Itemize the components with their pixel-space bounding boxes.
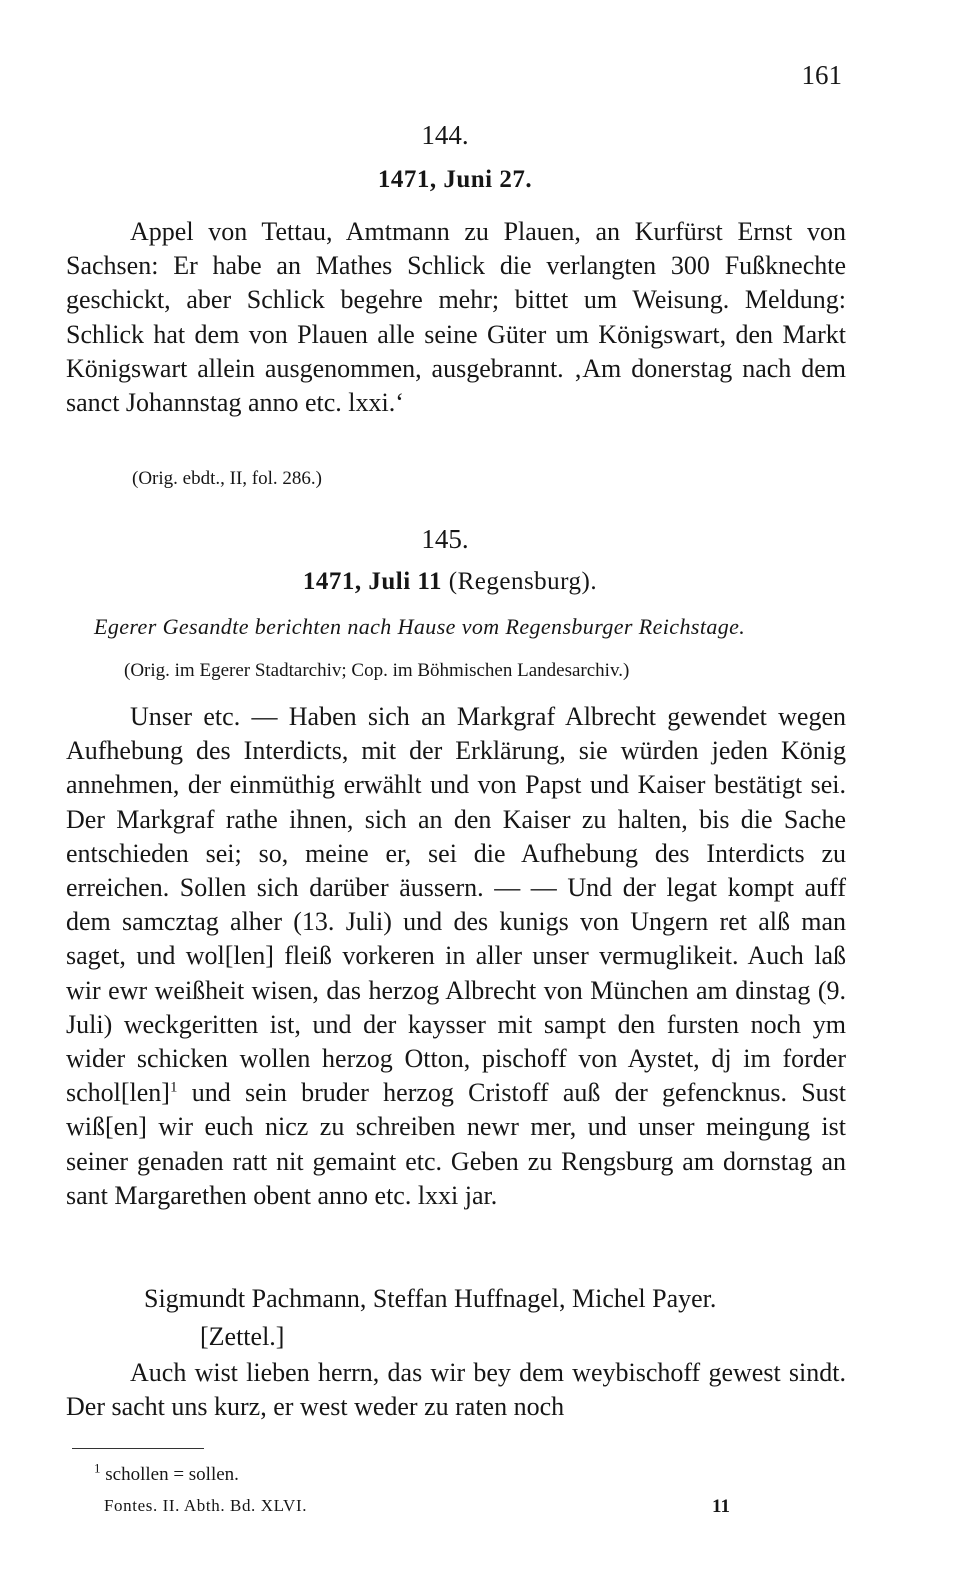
document-number-144: 144. — [421, 120, 469, 150]
printer-signature-number: 11 — [712, 1496, 730, 1517]
footnote — [94, 1460, 239, 1486]
zettel-label: [Zettel.] — [200, 1322, 285, 1351]
footnote-reference: 1 — [169, 1079, 178, 1096]
printer-signature-mark: Fontes. II. Abth. Bd. XLVI. — [104, 1496, 308, 1515]
document-date-144 — [0, 166, 910, 194]
document-heading-145: Egerer Gesandte berichten nach Hause vom Regensburger Reichstage. — [94, 614, 746, 639]
zettel-body: Auch wist lieben herrn, das wir bey dem weybischoff gewest sindt. Der sacht uns kurz, er west weder zu raten noch — [66, 1358, 846, 1422]
signatories: Sigmundt Pachmann, Steffan Huffnagel, Michel Payer. — [144, 1284, 717, 1313]
source-note-144: (Orig. ebdt., II, fol. 286.) — [132, 468, 322, 489]
body-text: Unser etc. — Haben sich an Markgraf Albrecht gewendet wegen Aufhebung des Interdicts, mit der Erklärung, sie würden jeden König annehmen, der einmüthig erwählt und von Papst und Kaiser bestätigt sei. Der Markgraf rathe ihnen, sich an den Kaiser zu halten, bis die Sache entschieden sei; so, meine er, sei die Aufhebung des Interdicts zu erreichen. Sollen sich darüber äussern. — — Und der legat kompt auff dem samcztag alher (13. Juli) und des kunigs von Ungern ret alß man saget, und wol[len] fleiß vorkeren in aller unser vermuglikeit. Auch laß wir ewr weißheit wisen, das herzog Albrecht von München am dinstag (9. Juli) weckgeritten ist, und der kaysser mit sampt den fursten noch ym wider schicken wollen herzog Otton, pischoff von Aystet, dj im forder schol[len] — [66, 702, 846, 1108]
place-text: (Regensburg). — [448, 568, 598, 595]
page-number: 161 — [801, 60, 842, 90]
source-note-145: (Orig. im Egerer Stadtarchiv; Cop. im Böhmischen Landesarchiv.) — [124, 660, 630, 681]
document-summary-144: Appel von Tettau, Amtmann zu Plauen, an Kurfürst Ernst von Sachsen: Er habe an Mathes Schlick die verlangten 300 Fußknechte geschickt, aber Schlick begehre mehr; bittet um Weisung. Meldung: Schlick hat dem von Plauen alle seine Güter um Königswart, den Markt Königswart allein ausgenommen, ausgebrannt. ‚Am donerstag nach dem sanct Johannstag anno etc. lxxi.‘ — [66, 217, 846, 418]
body-text-continued: und sein bruder herzog Cristoff auß der gefencknus. Sust wiß[en] wir euch nicz zu schreiben newr mer, und unser meingung ist seiner genaden ratt nit gemaint etc. Geben zu Rengsburg am dornstag an sant Margarethen obent anno etc. lxxi jar. — [66, 1078, 846, 1210]
date-text: 1471, Juni 27. — [377, 166, 533, 193]
footnote-rule — [72, 1448, 204, 1449]
footnote-marker: 1 — [94, 1460, 101, 1476]
document-date-145 — [0, 568, 900, 596]
date-text: 1471, Juli 11 — [302, 568, 443, 595]
document-body-145 — [66, 700, 846, 1213]
document-number-145: 145. — [421, 524, 469, 554]
footnote-text: schollen = sollen. — [100, 1464, 239, 1485]
